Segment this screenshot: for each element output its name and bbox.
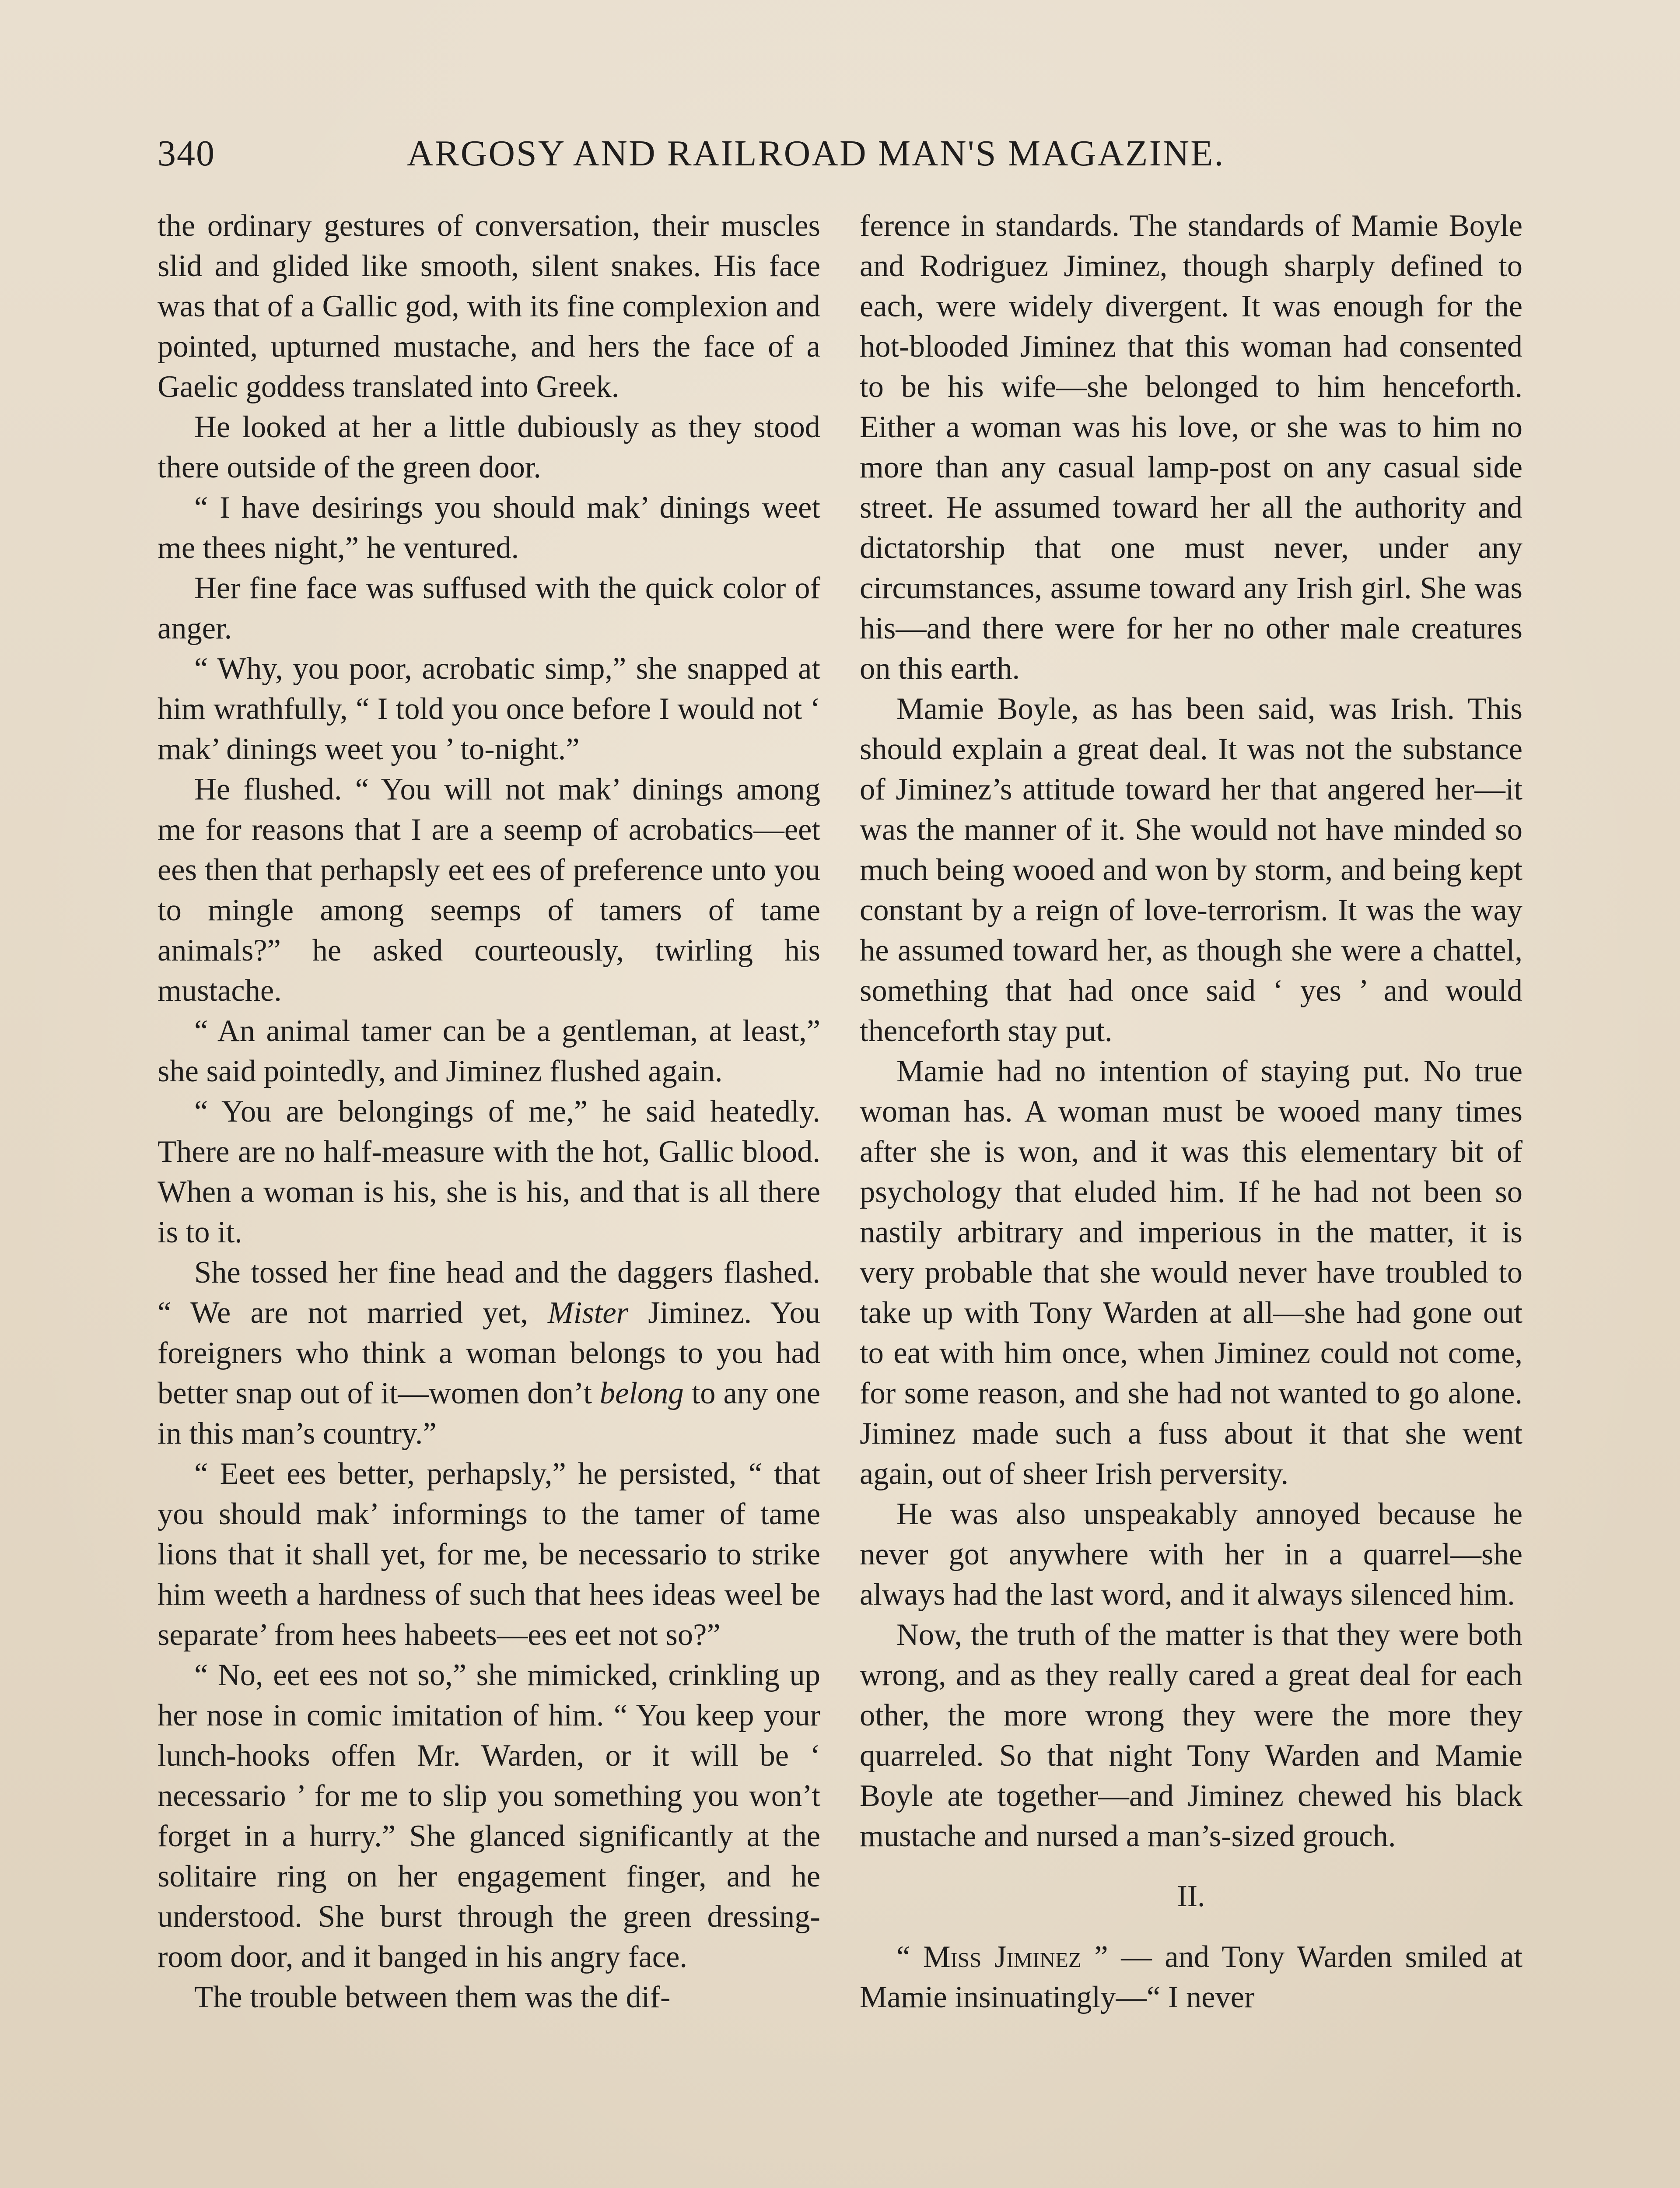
paragraph: He was also unspeakably annoyed because he never got anywhere with her in a quarrel—she always had the last word, and it always silenced him. [860, 1497, 1522, 1612]
text-columns [158, 206, 1522, 2188]
paragraph: He looked at her a little dubiously as they stood there outside of the green door. [158, 410, 820, 484]
paragraph: the ordinary gestures of conversation, their muscles slid and glided like smooth, silent snakes. His face was that of a Gallic god, with its fine complexion and pointed, upturned mustache, and hers the face of a Gaelic goddess translated into Greek. [158, 209, 820, 404]
text-run: to any one in this man’s country.” [158, 1376, 820, 1451]
paragraph: “ An animal tamer can be a gentleman, at least,” she said pointedly, and Jiminez flushed again. [158, 1014, 820, 1088]
text-run: Jiminez. You foreigners who think a woman belongs to you had better snap out of it—women don’t [158, 1296, 820, 1410]
paragraph: “ You are belongings of me,” he said heatedly. There are no half-measure with the hot, Gallic blood. When a woman is his, she is his, and that is all there is to it. [158, 1094, 820, 1249]
left-column [158, 206, 820, 2188]
running-title: ARGOSY AND RAILROAD MAN'S MAGAZINE. [407, 133, 1225, 174]
paragraph: “ Why, you poor, acrobatic simp,” she snapped at him wrathfully, “ I told you once before I would not ‘ mak’ dinings weet you ’ to-night.” [158, 652, 820, 766]
paragraph: “ Eeet ees better, perhapsly,” he persisted, “ that you should mak’ informings to the tamer of tame lions that it shall yet, for me, be necessario to strike him weeth a hardness of such that hees ideas weel be separate’ from hees habeets—ees eet not so?” [158, 1457, 820, 1652]
smallcaps-name: Miss Jiminez [923, 1940, 1082, 1974]
paragraph: Now, the truth of the matter is that they were both wrong, and as they really cared a great deal for each other, the more wrong they were the more they quarreled. So that night Tony Warden and Mamie Boyle ate together—and Jiminez chewed his black mustache and nursed a man’s-sized grouch. [860, 1618, 1522, 1853]
paragraph: Mamie Boyle, as has been said, was Irish. This should explain a great deal. It was not the substance of Jiminez’s attitude toward her that angered her—it was the manner of it. She would not have minded so much being wooed and won by storm, and being kept constant by a reign of love-terrorism. It was the way he assumed toward her, as though she were a chattel, something that had once said ‘ yes ’ and would thenceforth stay put. [860, 692, 1522, 1048]
text-run: ” — and Tony Warden smiled at Mamie insinuatingly—“ I never [860, 1940, 1522, 2014]
paragraph: Her fine face was suffused with the quick color of anger. [158, 571, 820, 645]
section-heading: II. [1177, 1879, 1205, 1913]
italic-word: belong [599, 1376, 684, 1410]
paragraph [158, 1252, 820, 1454]
open-quote: “ [896, 1940, 923, 1974]
text-run: She tossed her fine head and the daggers flashed. “ We are not married yet, [158, 1255, 820, 1330]
right-column [860, 206, 1522, 2188]
page-header [158, 127, 1522, 179]
italic-word: Mister [548, 1296, 629, 1330]
paragraph: The trouble between them was the dif- [194, 1980, 671, 2014]
paragraph [860, 1937, 1522, 2017]
paragraph: ference in standards. The standards of Mamie Boyle and Rodriguez Jiminez, though sharply defined to each, were widely divergent. It was enough for the hot-blooded Jiminez that this woman had consented to be his wife—she belonged to him henceforth. Either a woman was his love, or she was to him no more than any casual lamp-post on any casual side street. He assumed toward her all the authority and dictatorship that one must never, under any circumstances, assume toward any Irish girl. She was his—and there were for her no other male creatures on this earth. [860, 209, 1522, 686]
paragraph: Mamie had no intention of staying put. No true woman has. A woman must be wooed many times after she is won, and it was this elementary bit of psychology that eluded him. If he had not been so nastily arbitrary and imperious in the matter, it is very probable that she would never have troubled to take up with Tony Warden at all—she had gone out to eat with him once, when Jiminez could not come, for some reason, and she had not wanted to go alone. Jiminez made such a fuss about it that she went again, out of sheer Irish perversity. [860, 1054, 1522, 1491]
paragraph: “ I have desirings you should mak’ dinings weet me thees night,” he ventured. [158, 491, 820, 565]
paragraph: “ No, eet ees not so,” she mimicked, crinkling up her nose in comic imitation of him. “ You keep your lunch-hooks offen Mr. Warden, or it will be ‘ necessario ’ for me to slip you something you won’t forget in a hurry.” She glanced significantly at the solitaire ring on her engagement finger, and he understood. She burst through the green dressing-room door, and it banged in his angry face. [158, 1658, 820, 1974]
paragraph: He flushed. “ You will not mak’ dinings among me for reasons that I are a seemp of acrobatics—eet ees then that perhapsly eet ees of preference unto you to mingle among seemps of tamers of tame animals?” he asked courteously, twirling his mustache. [158, 772, 820, 1008]
page-number: 340 [158, 133, 215, 174]
